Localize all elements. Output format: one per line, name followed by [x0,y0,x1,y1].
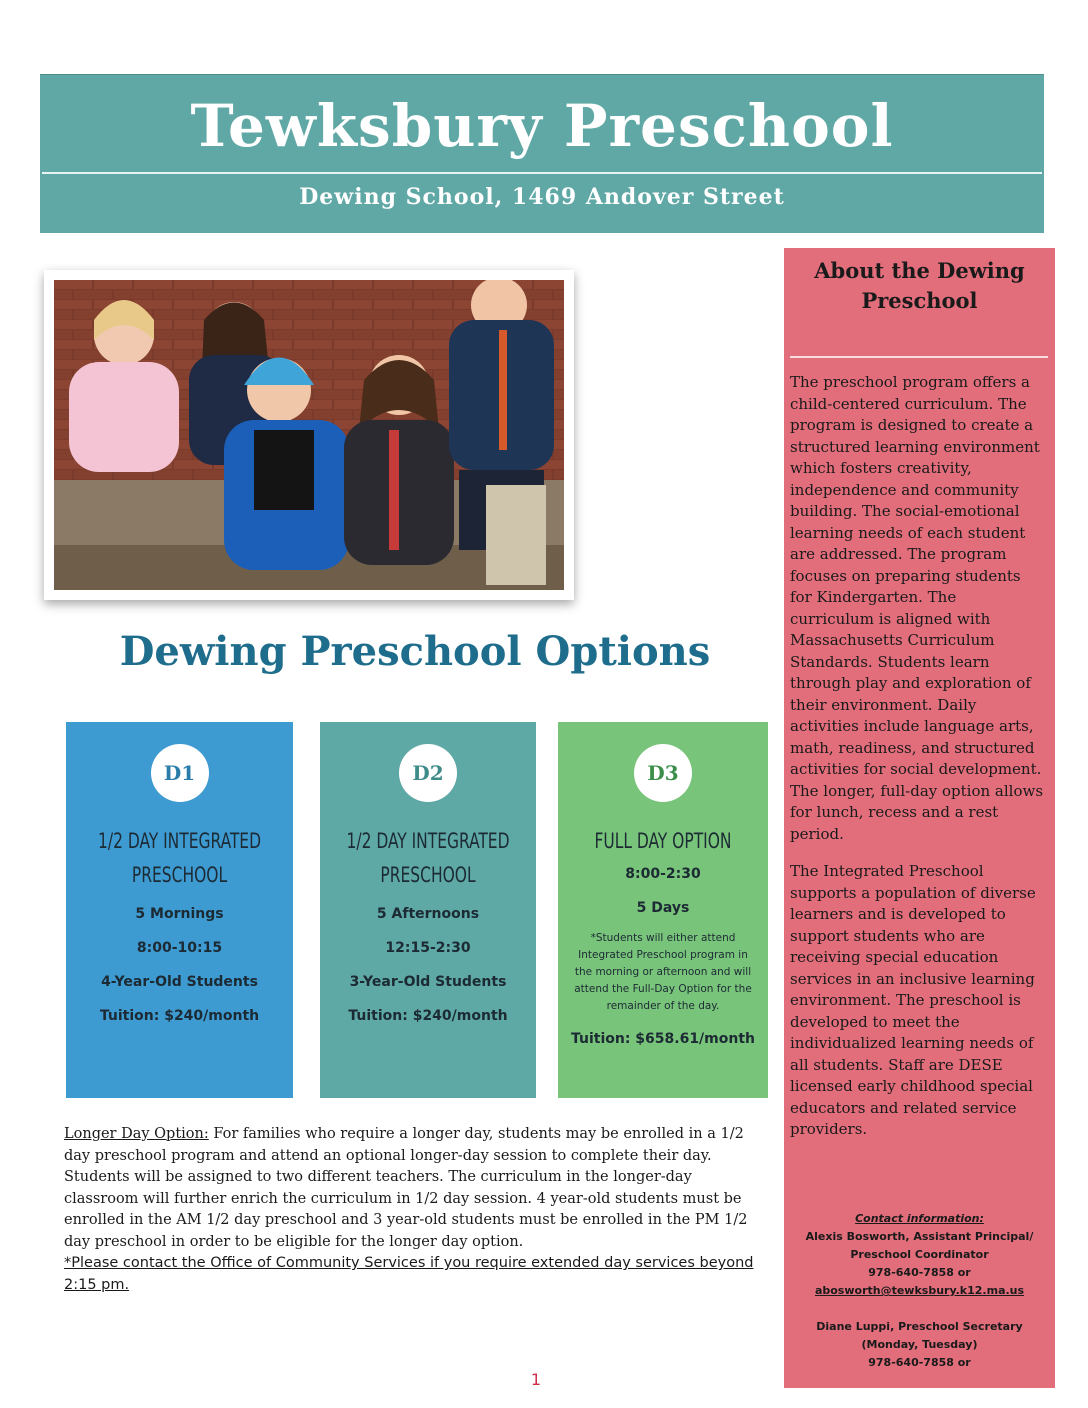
about-paragraph: The preschool program offers a child-centered curriculum. The program is designed to create a structured learning environment which fosters creativity, independence and community building. The social-emotional learning needs of each student are addressed. The program focuses on preparing students for Kindergarten. The curriculum is aligned with Massachusetts Curriculum Standards. Students learn through play and exploration of their environment. Daily activities include language arts, math, readiness, and structured activities for social development. The longer, full-day option allows for lunch, recess and a rest period. [790,373,1044,843]
option-name-line: 1/2 DAY INTEGRATED [97,829,262,853]
contact-line: (Monday, Tuesday) [861,1338,978,1351]
option-hours: 12:15-2:30 [385,940,471,956]
sidebar-title [784,256,1055,316]
longer-day-section [64,1124,764,1296]
option-card-d3 [558,722,768,1098]
option-name-line: PRESCHOOL [131,863,228,887]
longer-day-text: For families who require a longer day, students may be enrolled in a 1/2 day preschool program and attend an optional longer-day session to complete their day. Students will be assigned to two different teachers. The curriculum in the longer-day classroom will further enrich the curriculum in 1/2 day session. 4 year-old students must be enrolled in the AM 1/2 day preschool and 3 year-old students must be enrolled in the PM 1/2 day preschool in order to be eligible for the longer day option. [64,1126,748,1250]
contact-line: Diane Luppi, Preschool Secretary [816,1320,1023,1333]
extended-day-note: *Please contact the Office of Community Services if you require extended day services beyond 2:15 pm. [64,1255,754,1293]
page-subtitle: Dewing School, 1469 Andover Street [299,184,785,210]
option-badge: D3 [634,744,692,802]
contact-phone: 978-640-7858 or [868,1266,971,1279]
contact-line: Preschool Coordinator [850,1248,989,1261]
option-hours: 8:00-2:30 [625,866,701,882]
option-hours: 8:00-10:15 [136,940,223,956]
option-badge: D1 [151,744,209,802]
contact-email-link[interactable]: abosworth@tewksbury.k12.ma.us [814,1284,1025,1297]
option-name [577,824,749,858]
option-card-d1 [66,722,293,1098]
options-heading: Dewing Preschool Options [119,628,711,675]
photo-frame [44,270,574,600]
children-photo-illustration [54,280,564,590]
sidebar-divider [790,356,1048,358]
option-note: *Students will either attend Integrated Preschool program in the morning or afternoon and will attend the Full-Day Option for the remainder of the day. [574,932,752,1012]
option-days: 5 Days [636,900,690,916]
contact-heading: Contact information: [855,1212,984,1225]
option-badge: D2 [399,744,457,802]
contact-phone: 978-640-7858 or [868,1356,971,1369]
integrated-paragraph: The Integrated Preschool supports a population of diverse learners and is developed to support students who are receiving special education services in an inclusive learning environment. The preschool is developed to meet the individualized learning needs of all students. Staff are DESE licensed early childhood special educators and related service providers. [790,862,1036,1138]
option-name [339,824,516,892]
page-title: Tewksbury Preschool [190,92,894,160]
option-name [86,824,272,892]
header-divider [42,172,1042,174]
sidebar-title-line: About the Dewing [814,258,1025,283]
option-days: 5 Afternoons [376,906,480,922]
option-age: 4-Year-Old Students [101,974,258,990]
option-tuition: Tuition: $240/month [348,1008,508,1024]
contact-info [784,1210,1055,1372]
about-sidebar [784,248,1055,1388]
option-name-line: FULL DAY OPTION [594,829,732,853]
longer-day-label: Longer Day Option: [64,1126,209,1142]
page-number: 1 [530,1370,542,1389]
option-age: 3-Year-Old Students [349,974,507,990]
option-days: 5 Mornings [135,906,224,922]
option-tuition: Tuition: $240/month [99,1008,260,1024]
option-card-d2 [320,722,536,1098]
option-tuition: Tuition: $658.61/month [570,1031,756,1047]
option-name-line: PRESCHOOL [380,863,476,887]
option-name-line: 1/2 DAY INTEGRATED [346,829,510,853]
contact-line: Alexis Bosworth, Assistant Principal/ [805,1230,1034,1243]
sidebar-body [790,372,1044,1157]
sidebar-title-line: Preschool [861,288,978,313]
children-photo [54,280,564,590]
